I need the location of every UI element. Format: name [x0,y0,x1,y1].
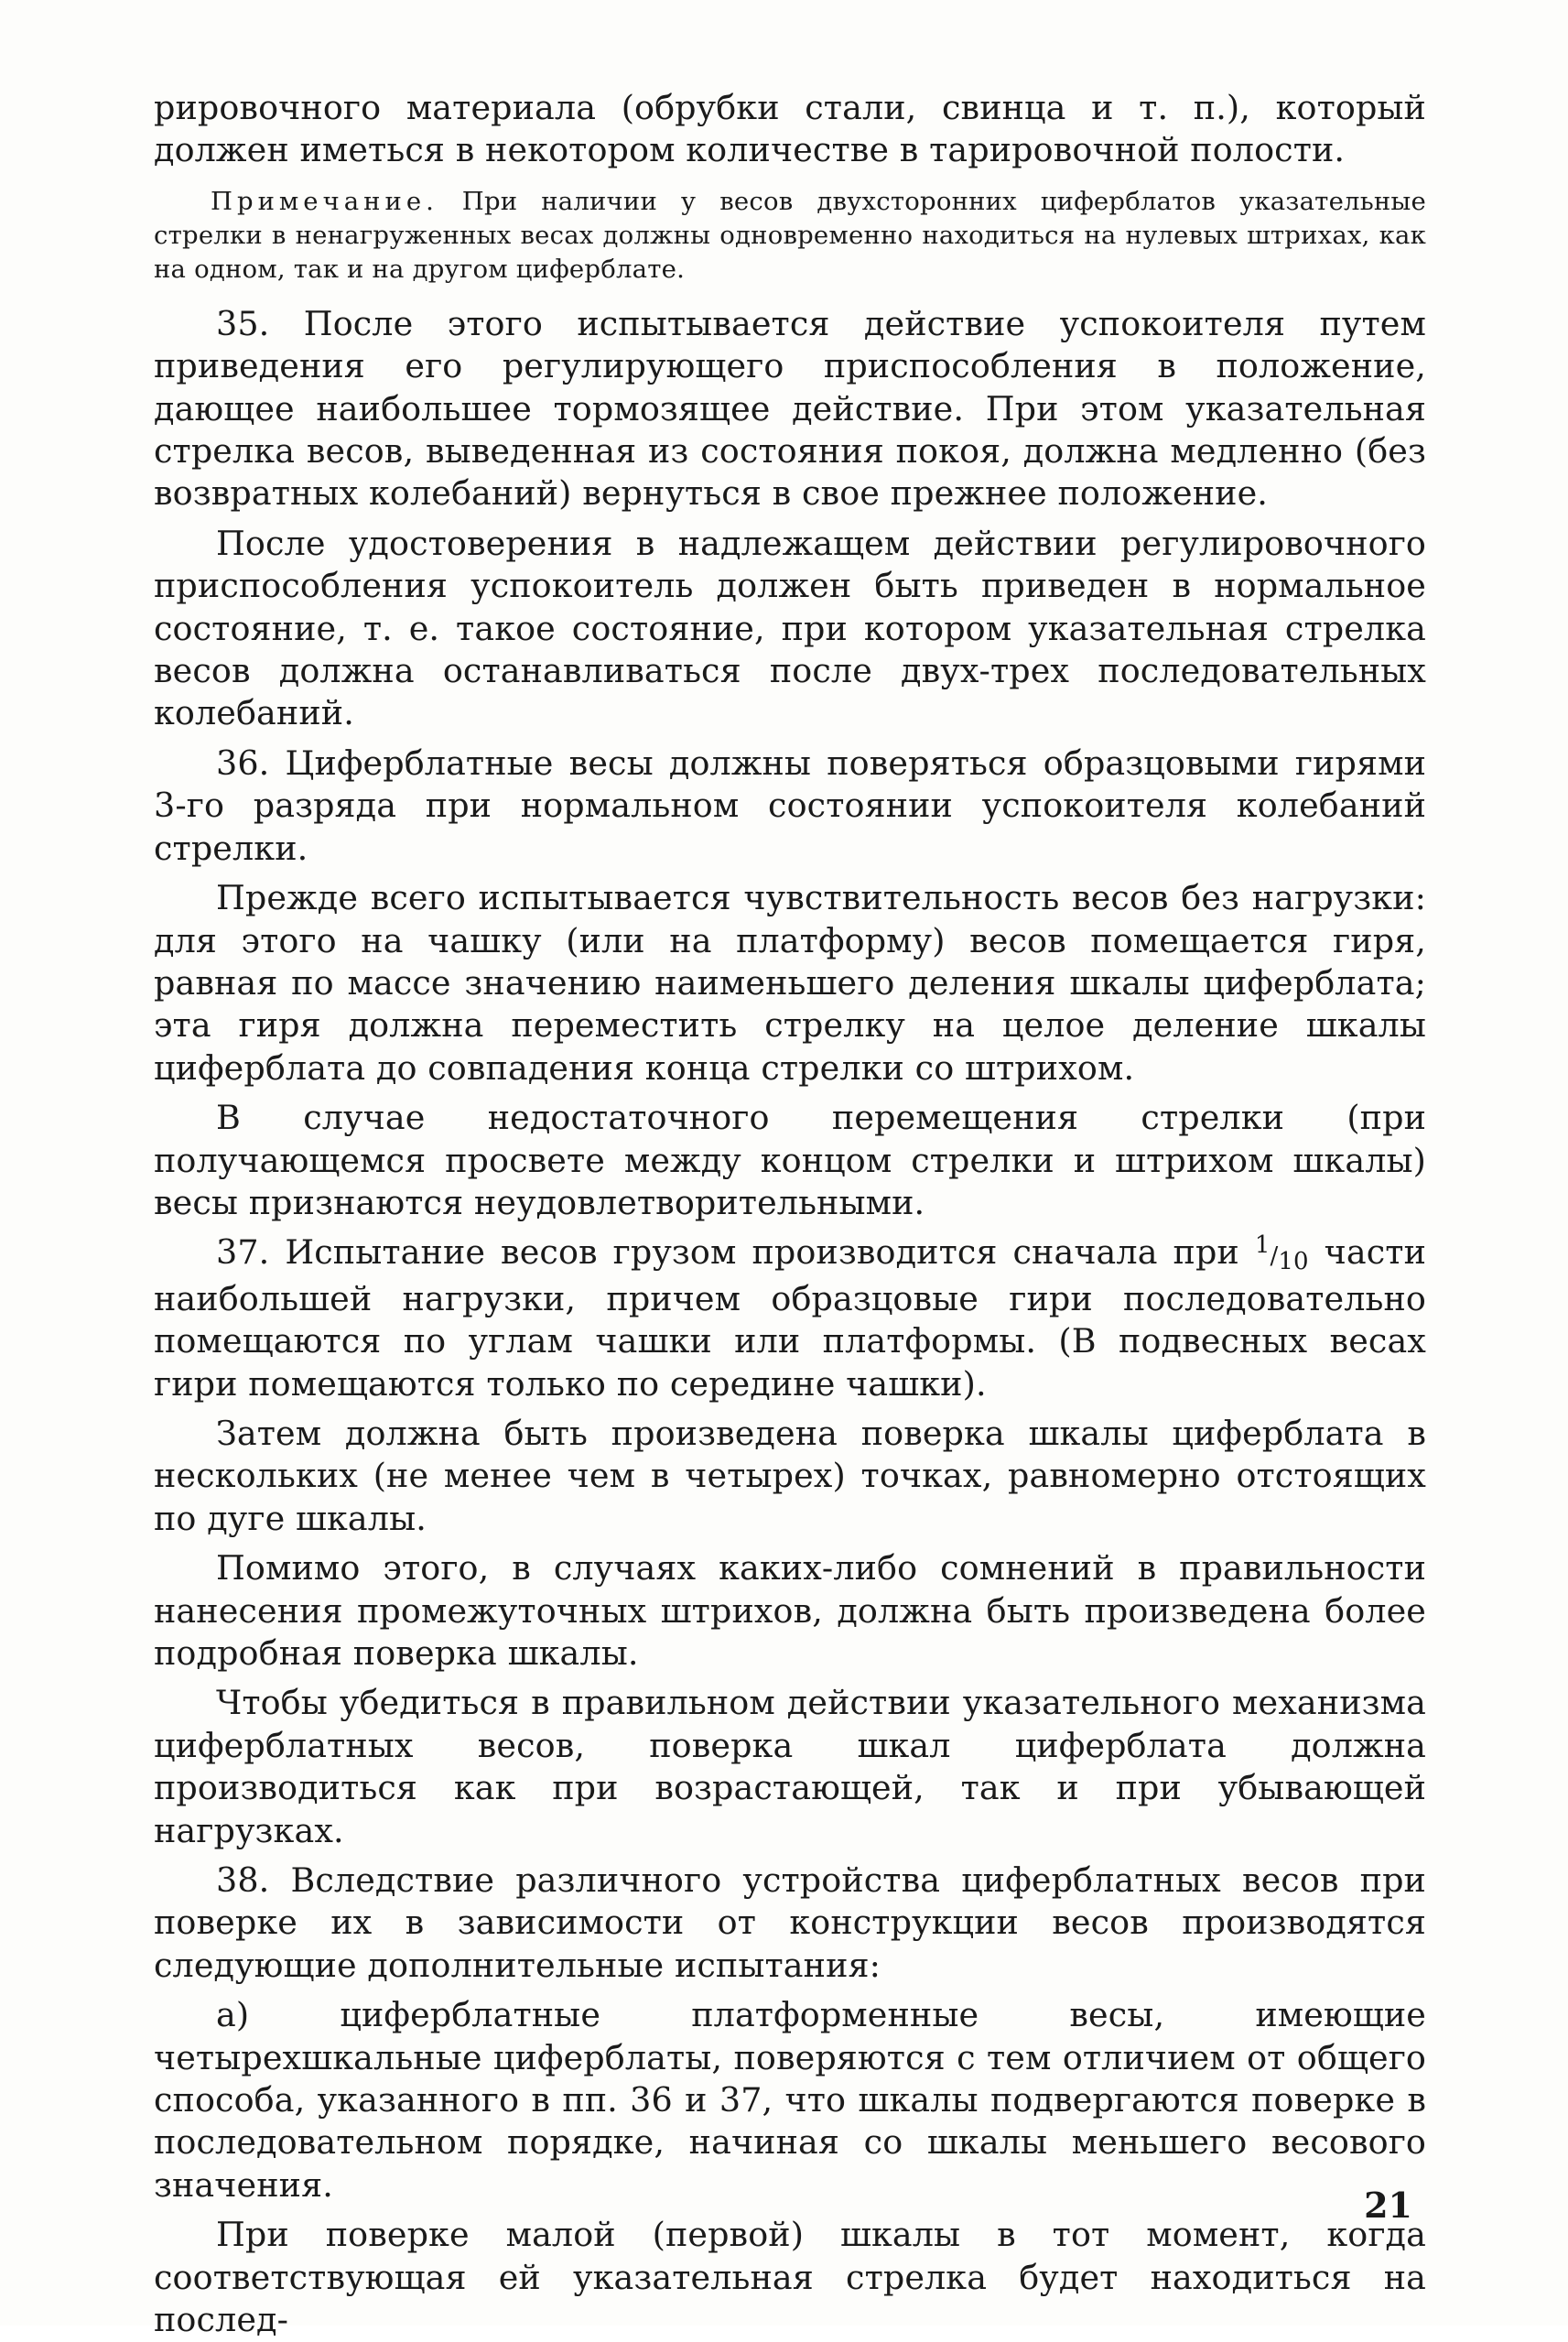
fraction-numerator: 1 [1254,1231,1271,1260]
paragraph-37 [154,1231,1426,1405]
paragraph-36-insufficient: В случае недостаточного перемещения стрелки (при получающемся просвете между концом стрелки и штрихом шкалы) весы признаются неудовлетворительными. [154,1098,1426,1222]
note-body: При наличии у весов двухсторонних циферблатов указательные стрелки в ненагруженных весах должны одновременно находиться на нулевых штрихах, как на одном, так и на другом циферблате. [154,186,1426,284]
paragraph-continuation: рировочного материала (обрубки стали, свинца и т. п.), который должен иметься в некотором количестве в тарировочной полости. [154,88,1426,170]
text-column [154,87,1426,2342]
paragraph-36: 36. Циферблатные весы должны поверяться образцовыми гирями 3-го разряда при нормальном состоянии успокоителя колебаний стрелки. [154,743,1426,868]
paragraph-37-scale-check: Затем должна быть произведена поверка шкалы циферблата в нескольких (не менее чем в четырех) точках, равномерно отстоящих по дуге шкалы. [154,1413,1426,1538]
fraction-denominator: 10 [1278,1248,1309,1276]
note-paragraph [154,185,1426,287]
fraction-one-tenth: 1/10 [1254,1231,1309,1276]
page-number: 21 [1364,2185,1412,2226]
paragraph-37-detailed-check: Помимо этого, в случаях каких-либо сомнений в правильности нанесения промежуточных штрихов, должна быть произведена более подробная поверка шкалы. [154,1548,1426,1673]
note-label: Примечание. [211,186,438,216]
paragraph-35-continued: После удостоверения в надлежащем действии регулировочного приспособления успокоитель должен быть приведен в нормальное состояние, т. е. такое состояние, при котором указательная стрелка весов должна останавливаться после двух-трех последовательных колебаний. [154,523,1426,733]
paragraph-38: 38. Вследствие различного устройства циферблатных весов при поверке их в зависимости от конструкции весов производятся следующие дополнительные испытания: [154,1860,1426,1985]
paragraph-36-sensitivity: Прежде всего испытывается чувствительность весов без нагрузки: для этого на чашку (или на платформу) весов помещается гиря, равная по массе значению наименьшего деления шкалы циферблата; эта гиря должна переместить стрелку на целое деление шкалы циферблата до совпадения конца стрелки со штрихом. [154,878,1426,1088]
paragraph-37-start: 37. Испытание весов грузом производится сначала при [216,1232,1239,1273]
paragraph-35: 35. После этого испытывается действие успокоителя путем приведения его регулирующего приспособления в положение, дающее наибольшее тормозящее действие. При этом указательная стрелка весов, выведенная из состояния покоя, должна медленно (без возвратных колебаний) вернуться в свое прежнее положение. [154,303,1426,514]
paragraph-38-b: При поверке малой (первой) шкалы в тот момент, когда соответствующая ей указательная стрелка будет находиться на послед- [154,2215,1426,2340]
paragraph-37-mechanism: Чтобы убедиться в правильном действии указательного механизма циферблатных весов, поверка шкал циферблата должна производиться как при возрастающей, так и при убывающей нагрузках. [154,1683,1426,1850]
paragraph-38-a: а) циферблатные платформенные весы, имеющие четырехшкальные циферблаты, поверяются с тем отличием от общего способа, указанного в пп. 36 и 37, что шкалы подвергаются поверке в последовательном порядке, начиная со шкалы меньшего весового значения. [154,1995,1426,2205]
paragraph-37-end: части наибольшей нагрузки, причем образцовые гири последовательно помещаются по углам чашки или платформы. (В подвесных весах гири помещаются только по середине чашки). [154,1232,1427,1404]
